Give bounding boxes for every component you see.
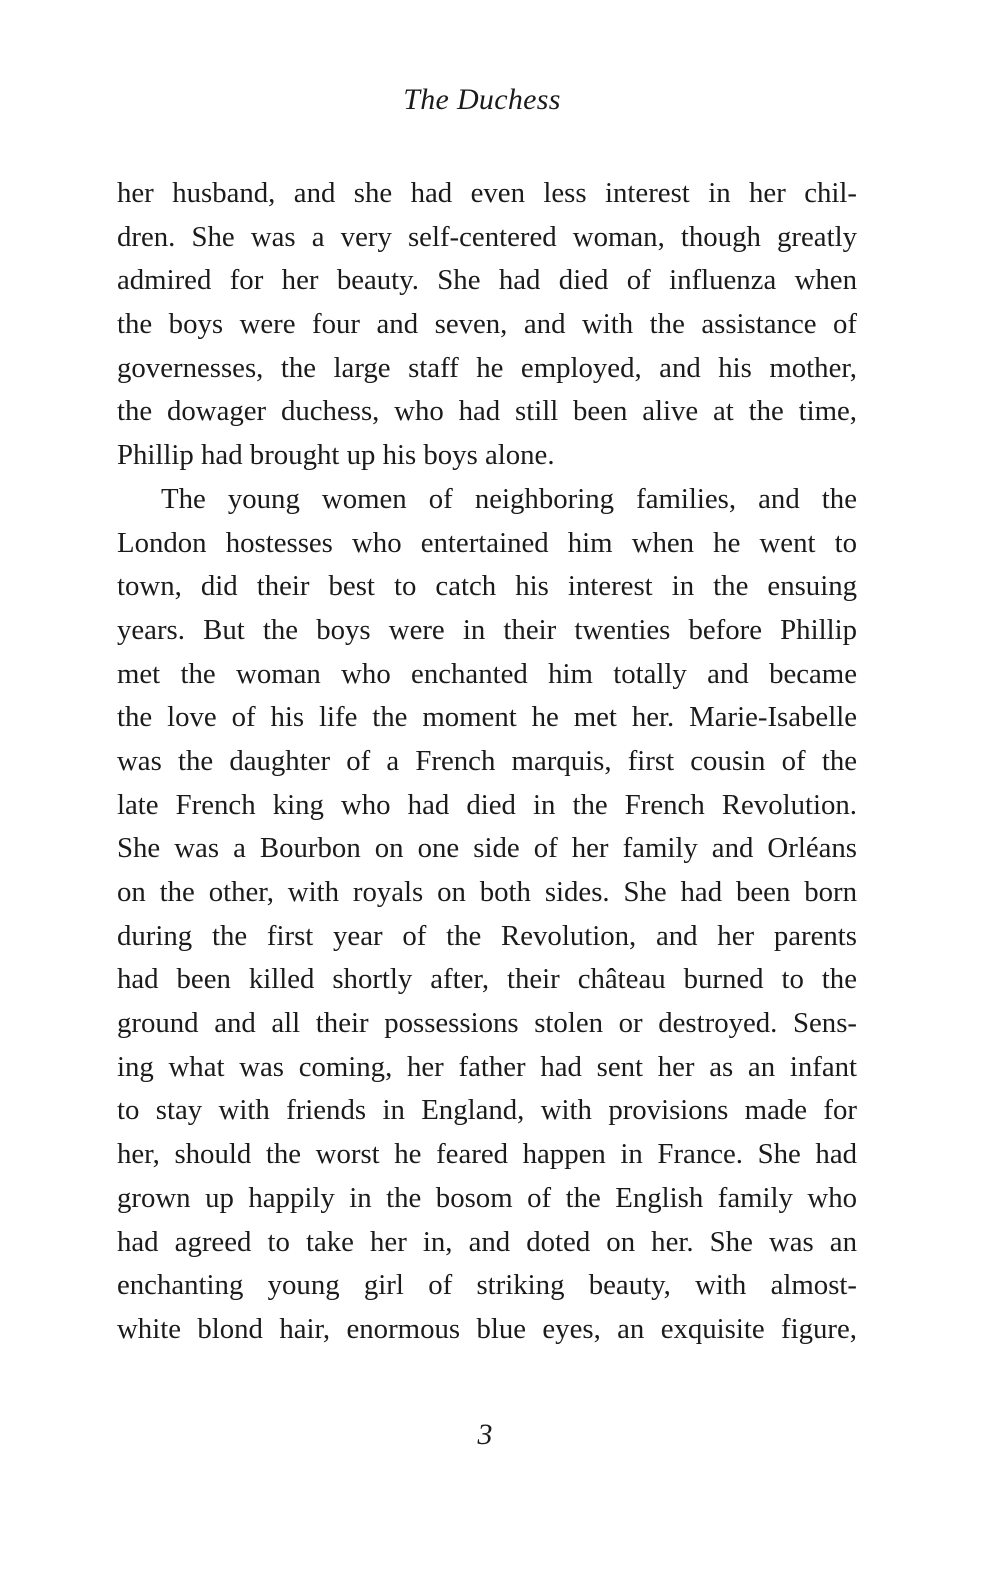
text-line: She was a Bourbon on one side of her family and Orléans	[117, 832, 857, 865]
text-line: during the first year of the Revolution, and her parents	[117, 919, 857, 952]
running-head: The Duchess	[403, 83, 561, 116]
text-line: white blond hair, enormous blue eyes, an exquisite figure,	[117, 1312, 857, 1345]
text-line: enchanting young girl of striking beauty, with almost-	[117, 1269, 857, 1302]
text-line: was the daughter of a French marquis, first cousin of the	[117, 744, 857, 777]
text-line: dren. She was a very self-centered woman, though greatly	[117, 220, 857, 253]
text-line: London hostesses who entertained him when he went to	[117, 526, 857, 559]
text-line: Phillip had brought up his boys alone.	[117, 439, 555, 472]
text-line: years. But the boys were in their twenties before Phillip	[117, 613, 857, 646]
body-text	[117, 172, 857, 1352]
text-line: had agreed to take her in, and doted on her. She was an	[117, 1225, 857, 1258]
text-line: her husband, and she had even less interest in her chil-	[117, 177, 857, 209]
text-line: her, should the worst he feared happen in France. She had	[117, 1138, 857, 1171]
text-line: town, did their best to catch his interest in the ensuing	[117, 570, 857, 603]
text-line: The young women of neighboring families, and the	[161, 482, 857, 515]
text-line: governesses, the large staff he employed, and his mother,	[117, 351, 857, 384]
text-line: the dowager duchess, who had still been alive at the time,	[117, 395, 857, 428]
text-line: late French king who had died in the French Revolution.	[117, 788, 857, 821]
text-line: on the other, with royals on both sides. She had been born	[117, 876, 857, 908]
text-line: the love of his life the moment he met her. Marie-Isabelle	[117, 701, 857, 734]
text-line: grown up happily in the bosom of the English family who	[117, 1181, 857, 1214]
text-line: met the woman who enchanted him totally and became	[117, 657, 857, 690]
text-line: admired for her beauty. She had died of influenza when	[117, 264, 857, 297]
text-line: ing what was coming, her father had sent her as an infant	[117, 1050, 857, 1083]
text-line: had been killed shortly after, their château burned to the	[117, 963, 857, 996]
text-line: to stay with friends in England, with provisions made for	[117, 1094, 857, 1127]
text-line: the boys were four and seven, and with the assistance of	[117, 308, 857, 341]
text-line: ground and all their possessions stolen or destroyed. Sens-	[117, 1007, 857, 1040]
page-number: 3	[477, 1418, 493, 1451]
